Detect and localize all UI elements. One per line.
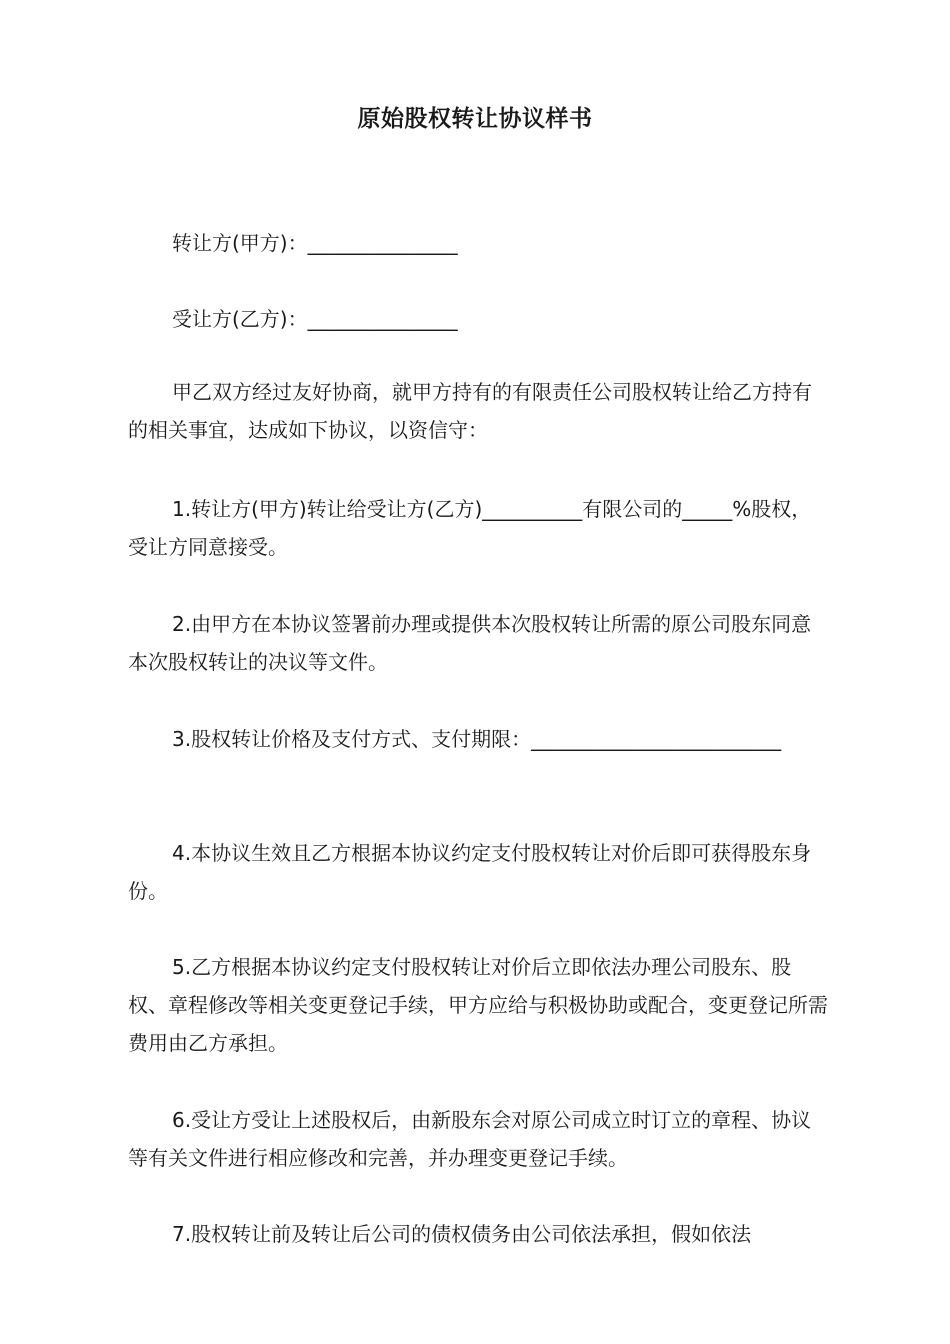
document-title: 原始股权转让协议样书 — [357, 106, 593, 132]
transferee-line: 受让方(乙方)：_______________ — [172, 307, 458, 331]
clause-5: 5.乙方根据本协议约定支付股权转让对价后立即依法办理公司股东、股权、章程修改等相关变更登记手续，甲方应给与积极协助或配合，变更登记所需费用由乙方承担。 — [128, 955, 828, 1055]
clause-4: 4.本协议生效且乙方根据本协议约定支付股权转让对价后即可获得股东身份。 — [128, 841, 812, 903]
clause-6: 6.受让方受让上述股权后，由新股东会对原公司成立时订立的章程、协议等有关文件进行相应修改和完善，并办理变更登记手续。 — [128, 1108, 812, 1170]
clause-1: 1.转让方(甲方)转让给受让方(乙方)__________有限公司的_____%股权，受让方同意接受。 — [128, 497, 812, 559]
clause-3: 3.股权转让价格及支付方式、支付期限：_________________________ — [172, 727, 782, 751]
intro-paragraph: 甲乙双方经过友好协商，就甲方持有的有限责任公司股权转让给乙方持有的相关事宜，达成如下协议，以资信守： — [128, 380, 812, 442]
clause-7: 7.股权转让前及转让后公司的债权债务由公司依法承担，假如依法 — [172, 1222, 752, 1246]
transferor-line: 转让方(甲方)：_______________ — [172, 231, 458, 255]
clause-2: 2.由甲方在本协议签署前办理或提供本次股权转让所需的原公司股东同意本次股权转让的决议等文件。 — [128, 612, 812, 674]
